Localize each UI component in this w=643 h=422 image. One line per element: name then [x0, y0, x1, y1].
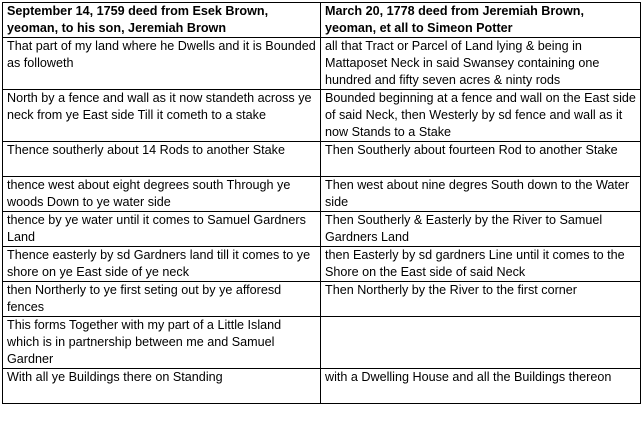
table-row [3, 282, 641, 317]
cell-1778-deed: Then Southerly & Easterly by the River to Samuel Gardners Land [321, 212, 641, 247]
cell-1759-deed: This forms Together with my part of a Little Island which is in partnership between me and Samuel Gardner [3, 317, 321, 369]
table-row [3, 369, 641, 404]
cell-1778-deed: Then Northerly by the River to the first corner [321, 282, 641, 317]
table-row [3, 38, 641, 90]
cell-1759-deed: Thence easterly by sd Gardners land till it comes to ye shore on ye East side of ye neck [3, 247, 321, 282]
table-row [3, 247, 641, 282]
table-body [3, 38, 641, 404]
cell-1759-deed: That part of my land where he Dwells and it is Bounded as followeth [3, 38, 321, 90]
cell-1759-deed: thence west about eight degrees south Through ye woods Down to ye water side [3, 177, 321, 212]
table-header [3, 3, 641, 38]
cell-1778-deed: all that Tract or Parcel of Land lying & being in Mattaposet Neck in said Swansey containing one hundred and fifty seven acres & ninty rods [321, 38, 641, 90]
cell-1778-deed: Then Southerly about fourteen Rod to another Stake [321, 142, 641, 177]
cell-1759-deed: North by a fence and wall as it now standeth across ye neck from ye East side Till it cometh to a stake [3, 90, 321, 142]
deed-comparison-table [2, 2, 641, 404]
cell-1759-deed: With all ye Buildings there on Standing [3, 369, 321, 404]
table-row [3, 142, 641, 177]
cell-1778-deed [321, 317, 641, 369]
cell-1759-deed: thence by ye water until it comes to Samuel Gardners Land [3, 212, 321, 247]
table-row [3, 212, 641, 247]
table-row [3, 90, 641, 142]
cell-1778-deed: Bounded beginning at a fence and wall on the East side of said Neck, then Westerly by sd fence and wall as it now Stands to a Stake [321, 90, 641, 142]
cell-1778-deed: with a Dwelling House and all the Buildings thereon [321, 369, 641, 404]
cell-1778-deed: then Easterly by sd gardners Line until it comes to the Shore on the East side of said Neck [321, 247, 641, 282]
header-row [3, 3, 641, 38]
cell-1778-deed: Then west about nine degres South down to the Water side [321, 177, 641, 212]
header-1759-deed: September 14, 1759 deed from Esek Brown, yeoman, to his son, Jeremiah Brown [3, 3, 321, 38]
table-row [3, 177, 641, 212]
header-1778-deed: March 20, 1778 deed from Jeremiah Brown, yeoman, et all to Simeon Potter [321, 3, 641, 38]
cell-1759-deed: then Northerly to ye first seting out by ye afforesd fences [3, 282, 321, 317]
cell-1759-deed: Thence southerly about 14 Rods to another Stake [3, 142, 321, 177]
table-row [3, 317, 641, 369]
